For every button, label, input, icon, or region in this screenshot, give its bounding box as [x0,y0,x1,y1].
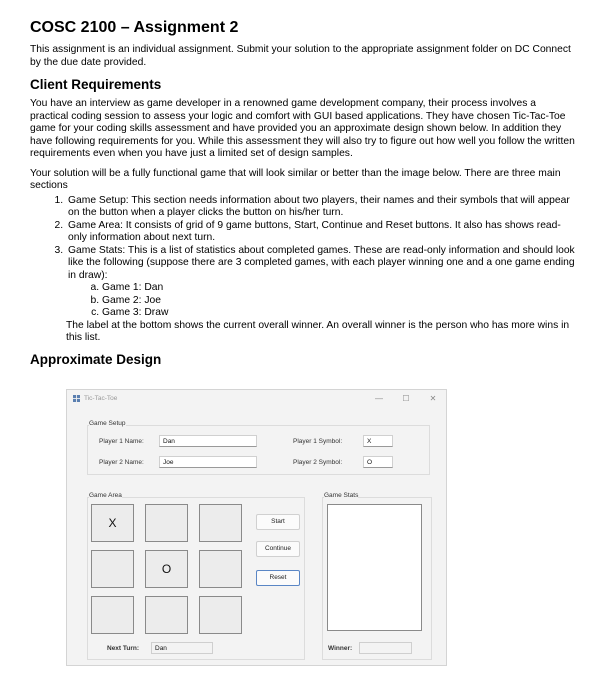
game-area-label: Game Area [89,492,122,499]
stats-example-item: a. Game 1: Dan [102,282,575,295]
client-heading: Client Requirements [30,77,162,92]
player2-name-label: Player 2 Name: [99,459,144,466]
game-cell[interactable] [145,504,188,542]
document [30,18,575,373]
client-paragraph-2: Your solution will be a fully functional game that will look similar or better than the image below. There are three main sections [30,167,561,191]
design-heading: Approximate Design [30,351,162,367]
intro-paragraph: This assignment is an individual assignment. Submit your solution to the appropriate assignment folder on DC Connect by the due date provided. [30,44,571,68]
winner-explanation: The label at the bottom shows the current overall winner. An overall winner is the person who has more wins in this list. [66,319,570,343]
doc-title: COSC 2100 – Assignment 2 [30,19,239,36]
player2-symbol-input[interactable]: O [363,456,393,468]
game-cell[interactable] [199,550,242,588]
next-turn-value: Dan [151,642,213,654]
app-icon [73,395,80,402]
window-title: Tic-Tac-Toe [84,395,118,402]
stats-example-list [68,282,575,320]
game-cell[interactable] [199,504,242,542]
game-cell[interactable] [91,550,134,588]
player1-name-label: Player 1 Name: [99,438,144,445]
continue-button[interactable]: Continue [256,541,300,557]
maximize-icon[interactable]: ☐ [402,394,410,403]
requirements-list [30,195,575,320]
requirement-game-stats [66,245,575,320]
player1-symbol-label: Player 1 Symbol: [293,438,343,445]
stats-example-item: c. Game 3: Draw [102,307,575,320]
game-cell[interactable] [91,596,134,634]
player1-name-input[interactable]: Dan [159,435,257,447]
game-stats-listbox[interactable] [327,504,422,631]
player2-symbol-label: Player 2 Symbol: [293,459,343,466]
stats-example-item: b. Game 2: Joe [102,295,575,308]
game-cell[interactable]: O [145,550,188,588]
title-bar [67,390,446,408]
game-cell[interactable] [199,596,242,634]
start-button[interactable]: Start [256,514,300,530]
close-icon[interactable]: ✕ [429,394,437,403]
reset-button[interactable]: Reset [256,570,300,586]
winner-label: Winner: [328,645,353,652]
requirement-game-setup: 1. Game Setup: This section needs information about two players, their names and their symbols that will appear on the button when a player clicks the button on his/her turn. [66,195,575,220]
player1-symbol-input[interactable]: X [363,435,393,447]
client-paragraph-1: You have an interview as game developer in a renowned game development company, their process involves a practical coding session to assess your logic and comfort with GUI based applications. They have chosen Tic-Tac-Toe game for your coding skills assessment and have provided you an approximate design shown below. In addition they have following requirements for you. While this assessment they will also try to figure out how well you follow the written requirements even when you have just a limited set of design samples. [30,98,575,159]
requirement-game-area: 2. Game Area: It consists of grid of 9 game buttons, Start, Continue and Reset buttons. It also has shows read-only information about next turn. [66,220,575,245]
next-turn-label: Next Turn: [107,645,140,652]
player2-name-input[interactable]: Joe [159,456,257,468]
minimize-icon[interactable]: — [375,394,383,403]
game-cell[interactable]: X [91,504,134,542]
game-cell[interactable] [145,596,188,634]
winner-value [359,642,412,654]
game-stats-label: Game Stats [324,492,359,499]
requirement-game-stats-text: Game Stats: This is a list of statistics about completed games. These are read-only information and should look like the following (suppose there are 3 completed games, with each player winning one and a one game ending in draw): [68,244,575,281]
game-setup-label: Game Setup [89,420,126,427]
app-window [66,389,447,666]
